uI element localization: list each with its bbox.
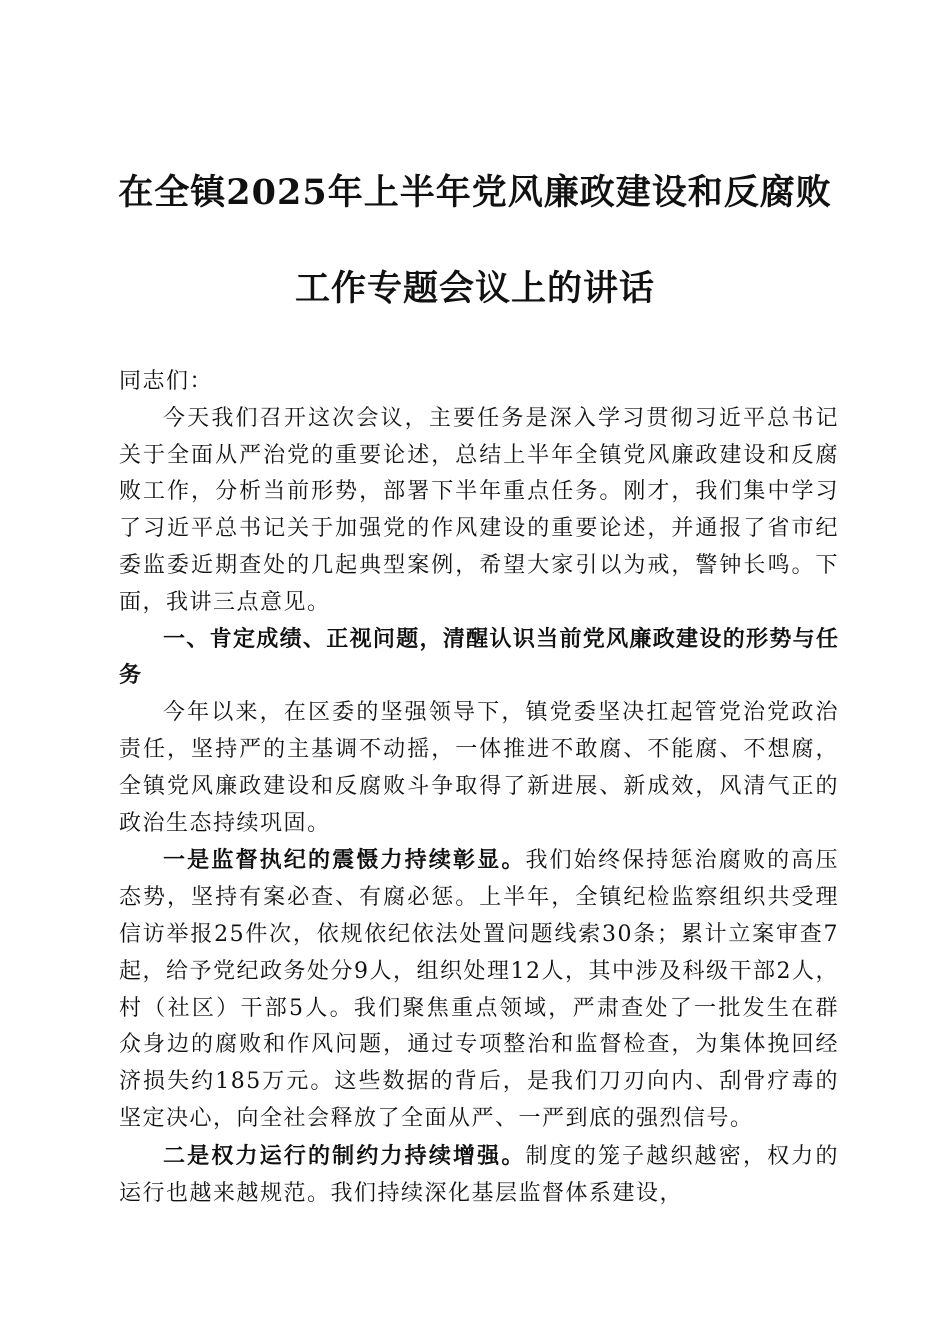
point-1-text: 我们始终保持惩治腐败的高压态势，坚持有案必查、有腐必惩。上半年，全镇纪检监察组织共受理信访举报25件次，依规依纪依法处置问题线索30条；累计立案审查7起，给予党纪政务处分9人，组织处理12人，其中涉及科级干部2人，村（社区）干部5人。我们聚焦重点领域，严肃查处了一批发生在群众身边的腐败和作风问题，通过专项整治和监督检查，为集体挽回经济损失约185万元。这些数据的背后，是我们刀刃向内、刮骨疗毒的坚定决心，向全社会释放了全面从严、一严到底的强烈信号。 [119, 848, 839, 1131]
document-title-line-2: 工作专题会议上的讲话 [294, 268, 655, 309]
opening-paragraph: 今天我们召开这次会议，主要任务是深入学习贯彻习近平总书记关于全面从严治党的重要论述，总结上半年全镇党风廉政建设和反腐败工作，分析当前形势，部署下半年重点任务。刚才，我们集中学习了习近平总书记关于加强党的作风建设的重要论述，并通报了省市纪委监委近期查处的几起典型案例，希望大家引以为戒，警钟长鸣。下面，我讲三点意见。 [119, 405, 839, 615]
point-2-lead: 二是权力运行的制约力持续增强。 [163, 1142, 526, 1169]
point-2-text: 制度的笼子越织越密，权力的运行也越来越规范。我们持续深化基层监督体系建设， [119, 1143, 839, 1206]
point-1-lead: 一是监督执纪的震慑力持续彰显。 [163, 847, 526, 874]
section-1-intro-paragraph: 今年以来，在区委的坚强领导下，镇党委坚决扛起管党治党政治责任，坚持严的主基调不动摇，一体推进不敢腐、不能腐、不想腐，全镇党风廉政建设和反腐败斗争取得了新进展、新成效，风清气正的政治生态持续巩固。 [119, 700, 839, 836]
point-2-paragraph [119, 1138, 839, 1213]
document-title-line-1: 在全镇2025年上半年党风廉政建设和反腐败 [118, 172, 832, 213]
salutation: 同志们： [119, 369, 214, 394]
document-body [119, 364, 839, 1212]
section-heading-1: 一、肯定成绩、正视问题，清醒认识当前党风廉政建设的形势与任务 [119, 626, 839, 689]
point-1-paragraph [119, 842, 839, 1137]
